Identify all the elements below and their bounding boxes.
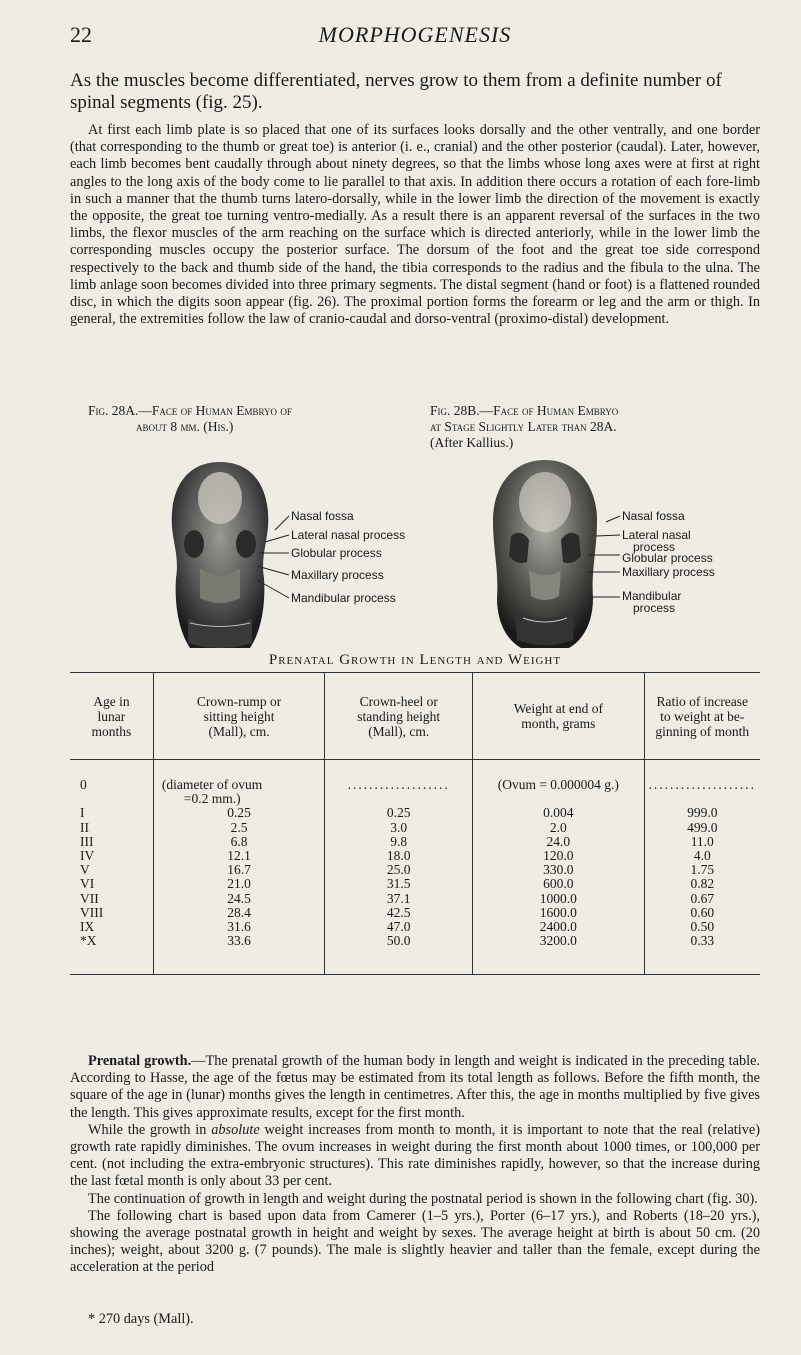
fig28a-label-nasal-fossa: Nasal fossa: [291, 509, 354, 523]
cell-crown-heel: 0.25: [325, 806, 473, 820]
fig28a-label-maxillary-process: Maxillary process: [291, 568, 384, 582]
table-title: Prenatal Growth in Length and Weight: [268, 652, 562, 668]
header-crown-heel-line1: Crown-heel or: [359, 693, 438, 709]
cell-age: VI: [80, 876, 95, 892]
paragraph-2-emphasis: absolute: [211, 1121, 260, 1138]
header-crown-heel: [325, 673, 473, 760]
cell-age: 0: [80, 777, 87, 792]
paragraph-1-text: —The prenatal growth of the human body in length and weight is indicated in the preceding table. According to Hasse, the age of the fœtus may be estimated from its total length as follows. Before the fifth month, the square of the age in (lunar) months gives the length in centimetres. After this, the age in months multiplied by five gives the length. This gives approximate results, except for the first month.: [70, 1053, 761, 1121]
cell-age: I: [80, 805, 85, 821]
figure-28b-caption-line2: at Stage Slightly Later than 28A.: [430, 419, 617, 434]
cell-ratio: 4.0: [644, 849, 760, 863]
table-row: [70, 863, 760, 877]
cell-crown-rump: 28.4: [153, 906, 325, 920]
prenatal-growth-paragraph-4: The following chart is based upon data from Camerer (1–5 yrs.), Porter (6–17 yrs.), and Roberts (18–20 yrs.), showing the average postnatal growth in height and weight by sexes. The average height at birth is about 50 cm. (20 inches); weight, about 3200 g. (7 pounds). The male is slightly heavier and taller than the female, except during the acceleration at the period: [70, 1207, 760, 1276]
dot-leader: ...................: [347, 777, 450, 792]
cell-crown-rump: [153, 760, 325, 807]
table-row: [70, 835, 760, 849]
cell-crown-rump: 16.7: [153, 863, 325, 877]
figure-28b-leader-lines: [586, 498, 622, 608]
cell-crown-heel: 47.0: [325, 920, 473, 934]
cell-crown-heel: 42.5: [325, 906, 473, 920]
table-row: [70, 892, 760, 906]
header-weight-line1: Weight at end of: [513, 701, 603, 716]
cell-weight: 2400.0: [473, 920, 644, 934]
prenatal-growth-table: [70, 672, 760, 975]
fig28b-label-lateral-nasal-process: process: [633, 540, 676, 554]
cell-weight: 330.0: [473, 863, 644, 877]
header-ratio-line3: ginning of month: [655, 723, 750, 739]
figure-28a-caption-line2: about 8 mm. (His.): [136, 419, 234, 434]
cell-ovum-diameter-line2: =0.2 mm.): [183, 791, 241, 807]
dot-leader: ....................: [648, 777, 756, 792]
footnote: * 270 days (Mall).: [88, 1311, 194, 1327]
fig28a-label-globular-process: Globular process: [291, 546, 382, 560]
fig28b-label-mandibular-process: process: [633, 601, 676, 615]
prenatal-growth-paragraph-1: [70, 1053, 760, 1122]
paragraph-2-text-a: While the growth in: [88, 1121, 212, 1138]
header-weight-line2: month, grams: [521, 716, 596, 731]
cell-ratio: 0.60: [644, 906, 760, 920]
figure-28b-caption-line3: (After Kallius.): [430, 435, 514, 450]
cell-age: V: [80, 862, 90, 878]
figure-28a-caption: [88, 403, 408, 435]
page-header: [70, 22, 760, 52]
cell-crown-heel: 18.0: [325, 849, 473, 863]
prenatal-growth-paragraph-2: [70, 1122, 760, 1191]
table-row: [70, 877, 760, 891]
cell-weight: 3200.0: [473, 934, 644, 975]
cell-weight: (Ovum = 0.000004 g.): [473, 760, 644, 807]
cell-crown-heel: 31.5: [325, 877, 473, 891]
fig28b-label-globular-process: Globular process: [622, 551, 713, 565]
header-ratio-line2: to weight at be-: [660, 708, 745, 724]
cell-age: II: [80, 819, 89, 835]
prenatal-growth-paragraph-3: The continuation of growth in length and weight during the postnatal period is shown in the following chart (fig. 30).: [88, 1190, 758, 1207]
table-row: [70, 906, 760, 920]
cell-age: IX: [80, 919, 95, 935]
fig28b-label-nasal-fossa: Nasal fossa: [622, 509, 685, 523]
header-crown-rump-line2: sitting height: [203, 708, 275, 724]
header-crown-heel-line2: standing height: [357, 708, 441, 724]
cell-weight: 0.004: [473, 806, 644, 820]
figure-28a-caption-line1: Fig. 28A.—Face of Human Embryo of: [88, 403, 292, 418]
prenatal-growth-section: [70, 1053, 760, 1277]
table-row: [70, 920, 760, 934]
cell-crown-heel: [325, 760, 473, 807]
header-crown-heel-line3: (Mall), cm.: [368, 723, 430, 739]
header-weight: [473, 673, 644, 760]
running-title: MORPHOGENESIS: [318, 22, 512, 47]
cell-crown-rump: 33.6: [153, 934, 325, 975]
cell-ratio: 0.50: [644, 920, 760, 934]
fig28b-label-mandibular: Mandibular: [622, 589, 682, 603]
cell-crown-heel: 3.0: [325, 821, 473, 835]
header-ratio-line1: Ratio of increase: [656, 693, 748, 709]
body-text: At first each limb plate is so placed that one of its surfaces looks dorsally and the other ventrally, and one border (that corresponding to the thumb or great toe) is anterior (i. e., cranial) and the other posterior (caudal). Later, however, each limb becomes bent caudally through about ninety degrees, so that the limbs whose long axes were at first at right angles to the long axis of the body come to lie parallel to that axis. In addition there occurs a rotation of each fore-limb in such a manner that the thumb turns latero-dorsally, while in the lower limb the direction of the movement is exactly the opposite, the great toe turning ventro-medially. As a result there is an apparent reversal of the surfaces in the two limbs, the flexor muscles of the arm reaching on the surface which is directed anteriorly, while in the lower limb the corresponding muscles occupy the posterior surface. The dorsum of the foot and the great toe side correspond respectively to the back and thumb side of the hand, the tibia corresponds to the radius and the fibula to the ulna. The limb anlage soon becomes divided into three primary segments. The distal segment (hand or foot) is a flattened rounded disc, in which the digits soon appear (fig. 26). The proximal portion forms the forearm or leg and the arm or thigh. In general, the extremities follow the law of cranio-caudal and dorso-ventral (proximo-distal) development.: [70, 122, 760, 328]
header-crown-rump-line1: Crown-rump or: [196, 693, 282, 709]
cell-ratio: [644, 760, 760, 807]
figure-28b-caption: [430, 403, 770, 451]
header-crown-rump: [153, 673, 325, 760]
body-paragraph: [70, 122, 760, 328]
cell-ratio: 1.75: [644, 863, 760, 877]
cell-age: *X: [70, 934, 153, 975]
header-crown-rump-line3: (Mall), cm.: [208, 723, 270, 739]
fig28a-label-lateral-nasal-process: Lateral nasal process: [291, 528, 406, 542]
header-age-line2: lunar: [97, 708, 126, 724]
cell-weight: 1600.0: [473, 906, 644, 920]
cell-ovum-diameter-line1: (diameter of ovum: [161, 777, 263, 792]
table-row: [70, 806, 760, 820]
fig28b-label-lateral-nasal: Lateral nasal: [622, 528, 691, 542]
cell-ratio: 0.67: [644, 892, 760, 906]
table-row: [70, 934, 760, 975]
cell-age: III: [80, 833, 94, 849]
cell-crown-rump: 0.25: [153, 806, 325, 820]
cell-crown-rump: 31.6: [153, 920, 325, 934]
lead-paragraph: As the muscles become differentiated, nerves grow to them from a definite number of spinal segments (fig. 25).: [70, 70, 722, 113]
table-row: [70, 849, 760, 863]
header-ratio: [644, 673, 760, 760]
cell-crown-rump: 2.5: [153, 821, 325, 835]
cell-weight: 600.0: [473, 877, 644, 891]
cell-age: VIII: [80, 904, 104, 920]
cell-weight: 1000.0: [473, 892, 644, 906]
cell-crown-heel: 25.0: [325, 863, 473, 877]
cell-ratio: 11.0: [644, 835, 760, 849]
cell-ratio: 999.0: [644, 806, 760, 820]
cell-crown-rump: 21.0: [153, 877, 325, 891]
header-age-line3: months: [91, 723, 132, 739]
paragraph-2-text-b: weight increases from month to month, it is important to note that the real (relative) growth rate rapidly diminishes. The ovum increases in weight during the first month about 1000 times, or 100,000 per cent. (not including the extra-embryonic structures). This rate diminishes rapidly, however, so that the increase during the last fœtal month is only about 33 per cent.: [70, 1121, 760, 1190]
figure-28a-leader-lines: [245, 506, 290, 601]
figure-28b-caption-line1: Fig. 28B.—Face of Human Embryo: [430, 403, 619, 418]
cell-age: IV: [80, 848, 95, 864]
cell-ratio: 0.33: [644, 934, 760, 975]
cell-weight: 24.0: [473, 835, 644, 849]
header-age: [70, 673, 153, 760]
cell-crown-heel: 37.1: [325, 892, 473, 906]
cell-weight: 2.0: [473, 821, 644, 835]
table-row: [70, 760, 760, 807]
section-heading: Prenatal growth.: [88, 1053, 192, 1069]
cell-ratio: 499.0: [644, 821, 760, 835]
cell-crown-rump: 6.8: [153, 835, 325, 849]
fig28a-label-mandibular-process: Mandibular process: [291, 591, 396, 605]
fig28b-label-maxillary-process: Maxillary process: [622, 565, 715, 579]
cell-weight: 120.0: [473, 849, 644, 863]
header-age-line1: Age in: [93, 693, 130, 709]
cell-crown-heel: 9.8: [325, 835, 473, 849]
cell-crown-heel: 50.0: [325, 934, 473, 975]
cell-crown-rump: 12.1: [153, 849, 325, 863]
table-header-row: [70, 673, 760, 760]
cell-crown-rump: 24.5: [153, 892, 325, 906]
table-row: [70, 821, 760, 835]
cell-age: VII: [80, 890, 99, 906]
page-number: 22: [70, 22, 92, 47]
cell-ratio: 0.82: [644, 877, 760, 891]
